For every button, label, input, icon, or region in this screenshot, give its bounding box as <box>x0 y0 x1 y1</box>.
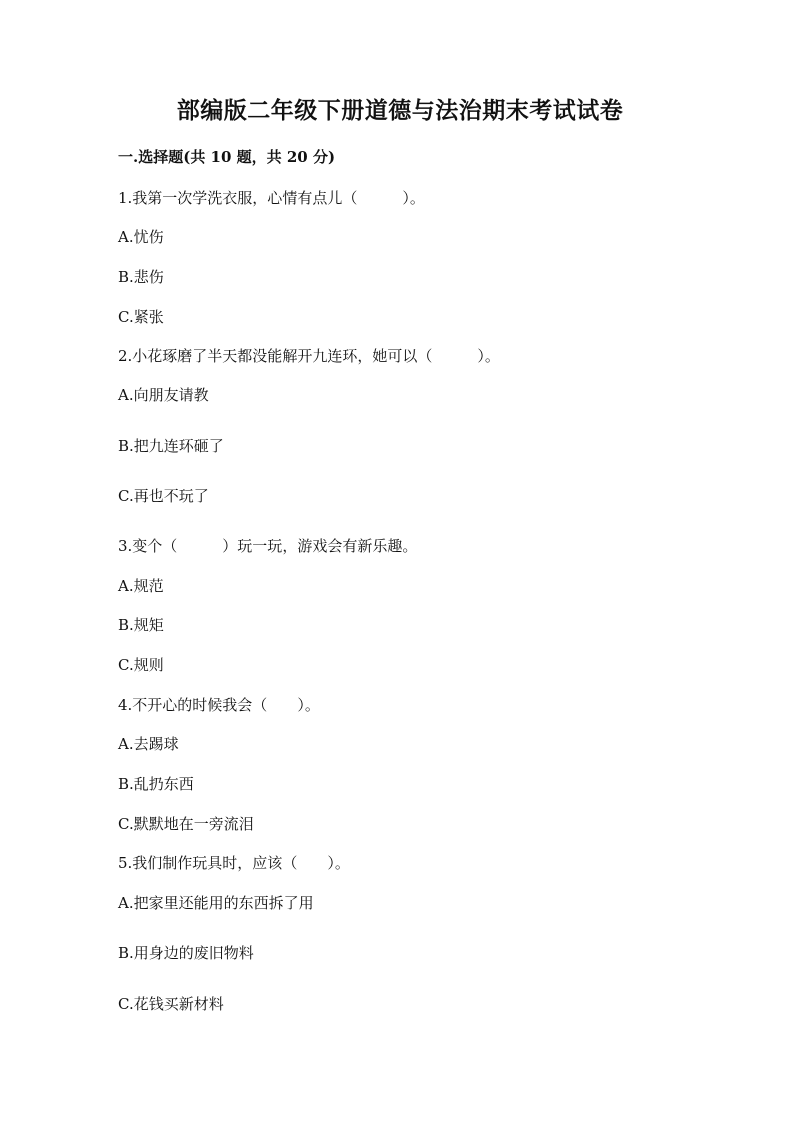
question-4-stem: 4.不开心的时候我会（ ）。 <box>118 696 320 714</box>
question-4-option-a: A.去踢球 <box>118 735 179 753</box>
question-3-stem: 3.变个（ ）玩一玩，游戏会有新乐趣。 <box>118 537 418 555</box>
question-4-option-c: C.默默地在一旁流泪 <box>118 815 254 833</box>
question-3-option-b: B.规矩 <box>118 616 164 634</box>
question-2-stem: 2.小花琢磨了半天都没能解开九连环，她可以（ ）。 <box>118 347 500 365</box>
question-5-option-c: C.花钱买新材料 <box>118 995 224 1013</box>
question-4-option-b: B.乱扔东西 <box>118 775 194 793</box>
question-2-option-b: B.把九连环砸了 <box>118 437 224 455</box>
question-3-option-a: A.规范 <box>118 577 164 595</box>
question-2-option-a: A.向朋友请教 <box>118 386 209 404</box>
question-1-option-a: A.忧伤 <box>118 228 164 246</box>
question-2-option-c: C.再也不玩了 <box>118 487 209 505</box>
question-1-stem: 1.我第一次学洗衣服，心情有点儿（ ）。 <box>118 189 425 207</box>
question-1-option-b: B.悲伤 <box>118 268 164 286</box>
question-5-option-b: B.用身边的废旧物料 <box>118 944 254 962</box>
question-1-option-c: C.紧张 <box>118 308 164 326</box>
question-5-stem: 5.我们制作玩具时，应该（ ）。 <box>118 854 350 872</box>
section-heading: 一.选择题(共 10 题，共 20 分) <box>118 148 336 166</box>
question-3-option-c: C.规则 <box>118 656 164 674</box>
exam-title: 部编版二年级下册道德与法治期末考试试卷 <box>176 97 624 124</box>
question-5-option-a: A.把家里还能用的东西拆了用 <box>118 894 314 912</box>
